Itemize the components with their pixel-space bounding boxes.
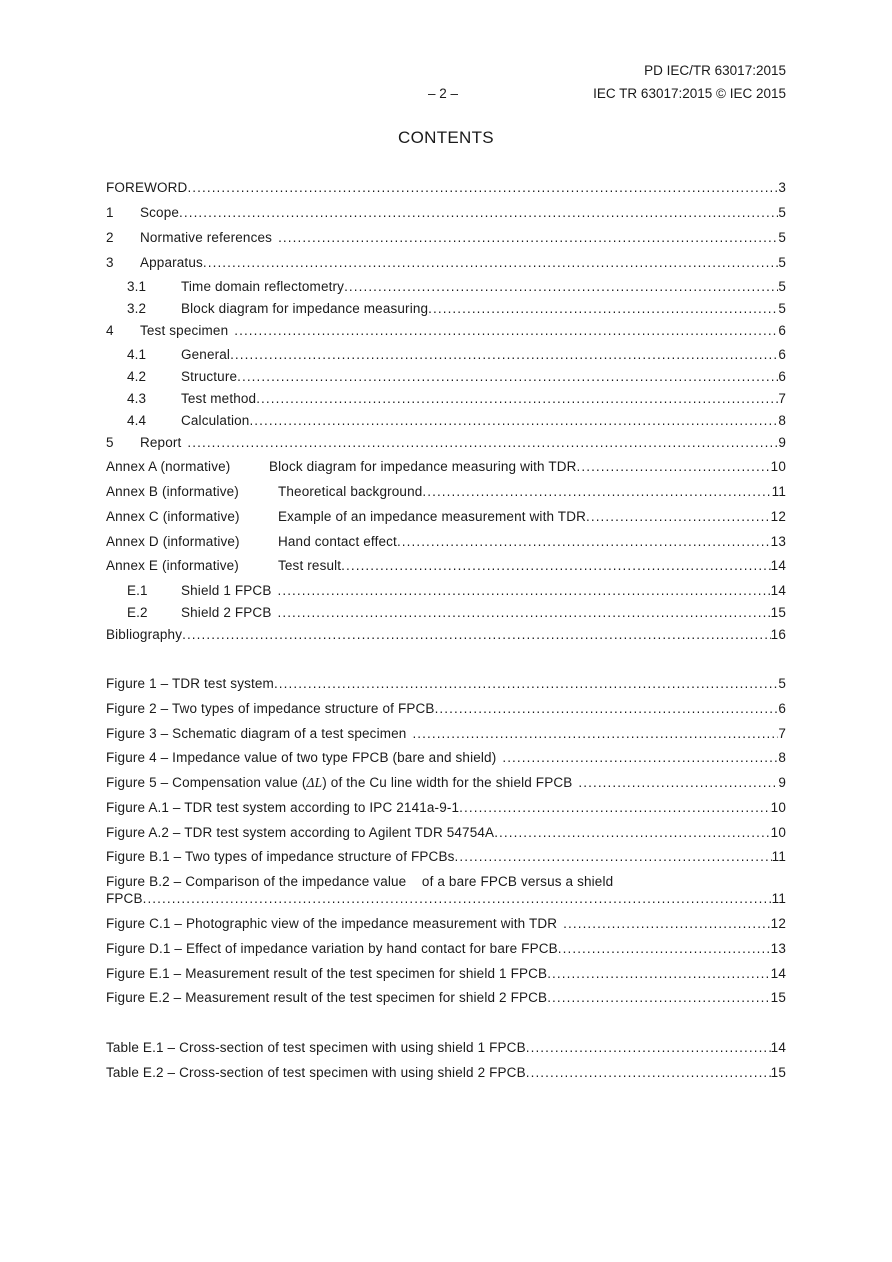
toc-title: Example of an impedance measurement with TDR (278, 509, 586, 524)
figure-title: Figure 3 – Schematic diagram of a test specimen (106, 726, 407, 741)
figure-title: Figure E.2 – Measurement result of the test specimen for shield 2 FPCB (106, 990, 548, 1005)
figure-entry-b2[interactable] (106, 873, 786, 907)
toc-number: 3.2 (127, 301, 147, 316)
toc-number: E.1 (127, 583, 148, 598)
dot-leader (435, 700, 778, 717)
dot-leader (341, 557, 771, 574)
toc-page-number: 5 (778, 301, 786, 316)
toc-entry-test-specimen[interactable] (106, 322, 786, 339)
toc-entry-annex-e[interactable] (106, 557, 786, 574)
dot-leader (563, 915, 771, 932)
delta-l-symbol: ΔL (306, 775, 323, 790)
figure-entry-a1[interactable] (106, 799, 786, 816)
table-entry-e2[interactable] (106, 1064, 786, 1081)
figure-page-number: 7 (778, 726, 786, 741)
toc-title: Shield 2 FPCB (181, 605, 272, 620)
dot-leader (577, 458, 771, 475)
toc-page-number: 6 (778, 323, 786, 338)
toc-entry-annex-b[interactable] (106, 483, 786, 500)
toc-number: E.2 (127, 605, 148, 620)
toc-number: 4 (106, 323, 114, 338)
toc-entry-shield-2-fpcb[interactable] (106, 604, 786, 621)
toc-entry-calculation[interactable] (106, 412, 786, 429)
dot-leader (278, 229, 778, 246)
figure-entry-d1[interactable] (106, 940, 786, 957)
dot-leader (526, 1064, 771, 1081)
toc-page-number: 5 (778, 279, 786, 294)
toc-page-number: 5 (778, 255, 786, 270)
copyright-notice: IEC TR 63017:2015 © IEC 2015 (593, 86, 786, 101)
annex-label: Annex D (informative) (106, 534, 240, 549)
toc-page-number: 3 (778, 180, 786, 195)
toc-title: Structure (181, 369, 238, 384)
figure-title: Figure 4 – Impedance value of two type FPCB (bare and shield) (106, 750, 497, 765)
figure-page-number: 6 (778, 701, 786, 716)
figure-entry-e1[interactable] (106, 965, 786, 982)
toc-page-number: 15 (770, 605, 786, 620)
toc-title: Bibliography (106, 627, 183, 642)
toc-number: 4.4 (127, 413, 147, 428)
toc-entry-annex-a[interactable] (106, 458, 786, 475)
toc-entry-structure[interactable] (106, 368, 786, 385)
figure-page-number: 11 (771, 849, 786, 864)
toc-title: Normative references (140, 230, 273, 245)
dot-leader (179, 204, 778, 221)
figure-page-number: 12 (770, 916, 786, 931)
figure-page-number: 14 (770, 966, 786, 981)
dot-leader (278, 582, 771, 599)
toc-entry-normative-references[interactable] (106, 229, 786, 246)
figure-title: Figure E.1 – Measurement result of the test specimen for shield 1 FPCB (106, 966, 548, 981)
annex-label: Annex E (informative) (106, 558, 239, 573)
toc-entry-foreword[interactable] (106, 179, 786, 196)
figure-page-number: 15 (770, 990, 786, 1005)
figure-entry-c1[interactable] (106, 915, 786, 932)
dot-leader (547, 965, 770, 982)
figure-entry-a2[interactable] (106, 824, 786, 841)
toc-number: 5 (106, 435, 114, 450)
figure-title: Figure A.1 – TDR test system according to IPC 2141a-9-1 (106, 800, 460, 815)
toc-page-number: 16 (770, 627, 786, 642)
figure-page-number: 10 (770, 800, 786, 815)
figure-page-number: 5 (778, 676, 786, 691)
dot-leader (249, 412, 778, 429)
toc-number: 3 (106, 255, 114, 270)
figure-title-line-2: FPCB (106, 891, 143, 906)
toc-title: General (181, 347, 231, 362)
figure-page-number: 11 (771, 891, 786, 906)
toc-title: Block diagram for impedance measuring (181, 301, 429, 316)
dot-leader (274, 675, 778, 692)
toc-page-number: 5 (778, 205, 786, 220)
dot-leader (422, 483, 771, 500)
figure-title-line-1: Figure B.2 – Comparison of the impedance value of a bare FPCB versus a shield (106, 874, 614, 889)
dot-leader (203, 254, 778, 271)
dot-leader (344, 278, 778, 295)
toc-page-number: 8 (778, 413, 786, 428)
dot-leader (455, 848, 772, 865)
dot-leader (397, 533, 771, 550)
dot-leader (428, 300, 778, 317)
figure-entry-e2[interactable] (106, 989, 786, 1006)
toc-number: 3.1 (127, 279, 147, 294)
dot-leader (578, 774, 778, 791)
toc-title: Scope (140, 205, 180, 220)
figure-title: Figure B.1 – Two types of impedance structure of FPCBs (106, 849, 455, 864)
toc-page-number: 7 (778, 391, 786, 406)
figure-entry-4[interactable] (106, 749, 786, 766)
toc-title: Hand contact effect (278, 534, 397, 549)
dot-leader (237, 368, 778, 385)
toc-page-number: 9 (778, 435, 786, 450)
toc-entry-bibliography[interactable] (106, 626, 786, 643)
dot-leader (187, 434, 778, 451)
toc-title: FOREWORD (106, 180, 188, 195)
annex-label: Annex B (informative) (106, 484, 239, 499)
toc-entry-annex-d[interactable] (106, 533, 786, 550)
toc-title: Shield 1 FPCB (181, 583, 272, 598)
figure-page-number: 13 (770, 941, 786, 956)
figure-title: Figure C.1 – Photographic view of the impedance measurement with TDR (106, 916, 558, 931)
toc-page-number: 6 (778, 347, 786, 362)
dot-leader (502, 749, 778, 766)
figure-entry-3[interactable] (106, 725, 786, 742)
toc-title: Test specimen (140, 323, 229, 338)
toc-number: 4.2 (127, 369, 147, 384)
dot-leader (256, 390, 778, 407)
dot-leader (230, 346, 778, 363)
toc-title: Test result (278, 558, 342, 573)
figure-title-part: Figure 5 – Compensation value ( (106, 775, 307, 790)
toc-entry-annex-c[interactable] (106, 508, 786, 525)
figure-title: Figure D.1 – Effect of impedance variation by hand contact for bare FPCB (106, 941, 558, 956)
figure-page-number: 8 (778, 750, 786, 765)
toc-title: Report (140, 435, 182, 450)
toc-page-number: 14 (770, 583, 786, 598)
toc-number: 1 (106, 205, 114, 220)
toc-title: Time domain reflectometry (181, 279, 345, 294)
dot-leader (558, 940, 771, 957)
table-title: Table E.1 – Cross-section of test specimen with using shield 1 FPCB (106, 1040, 526, 1055)
figure-entry-1[interactable] (106, 675, 786, 692)
toc-number: 4.1 (127, 347, 147, 362)
toc-page-number: 14 (770, 558, 786, 573)
figure-entry-5[interactable] (106, 774, 786, 791)
document-reference: PD IEC/TR 63017:2015 (644, 63, 786, 78)
toc-entry-general[interactable] (106, 346, 786, 363)
table-page-number: 14 (770, 1040, 786, 1055)
dot-leader (234, 322, 778, 339)
figure-entry-2[interactable] (106, 700, 786, 717)
table-page-number: 15 (770, 1065, 786, 1080)
toc-number: 4.3 (127, 391, 147, 406)
annex-label: Annex C (informative) (106, 509, 240, 524)
toc-entry-report[interactable] (106, 434, 786, 451)
dot-leader (586, 508, 771, 525)
dot-leader (547, 989, 770, 1006)
figure-title: Figure A.2 – TDR test system according to Agilent TDR 54754A (106, 825, 495, 840)
figure-page-number: 10 (770, 825, 786, 840)
toc-page-number: 5 (778, 230, 786, 245)
toc-entry-scope[interactable] (106, 204, 786, 221)
toc-title: Block diagram for impedance measuring with TDR (269, 459, 577, 474)
toc-page-number: 11 (771, 484, 786, 499)
annex-label: Annex A (normative) (106, 459, 231, 474)
toc-page-number: 10 (770, 459, 786, 474)
toc-entry-test-method[interactable] (106, 390, 786, 407)
page-number-label: – 2 – (428, 86, 459, 101)
figure-title-part: ) of the Cu line width for the shield FPCB (322, 775, 573, 790)
table-entry-e1[interactable] (106, 1039, 786, 1056)
toc-entry-shield-1-fpcb[interactable] (106, 582, 786, 599)
toc-entry-time-domain-reflectometry[interactable] (106, 278, 786, 295)
dot-leader (526, 1039, 771, 1056)
toc-page-number: 6 (778, 369, 786, 384)
table-title: Table E.2 – Cross-section of test specimen with using shield 2 FPCB (106, 1065, 526, 1080)
figure-page-number: 9 (778, 775, 786, 790)
figure-entry-b1[interactable] (106, 848, 786, 865)
dot-leader (143, 890, 772, 907)
toc-title: Calculation (181, 413, 250, 428)
dot-leader (278, 604, 771, 621)
contents-heading: CONTENTS (398, 128, 494, 147)
toc-title: Theoretical background (278, 484, 423, 499)
dot-leader (412, 725, 778, 742)
toc-page-number: 12 (770, 509, 786, 524)
dot-leader (182, 626, 771, 643)
toc-number: 2 (106, 230, 114, 245)
figure-title: Figure 2 – Two types of impedance structure of FPCB (106, 701, 435, 716)
toc-entry-block-diagram[interactable] (106, 300, 786, 317)
dot-leader (459, 799, 771, 816)
toc-entry-apparatus[interactable] (106, 254, 786, 271)
toc-title: Test method (181, 391, 257, 406)
dot-leader (494, 824, 770, 841)
toc-page-number: 13 (770, 534, 786, 549)
figure-title: Figure 1 – TDR test system (106, 676, 274, 691)
dot-leader (187, 179, 778, 196)
toc-title: Apparatus (140, 255, 203, 270)
